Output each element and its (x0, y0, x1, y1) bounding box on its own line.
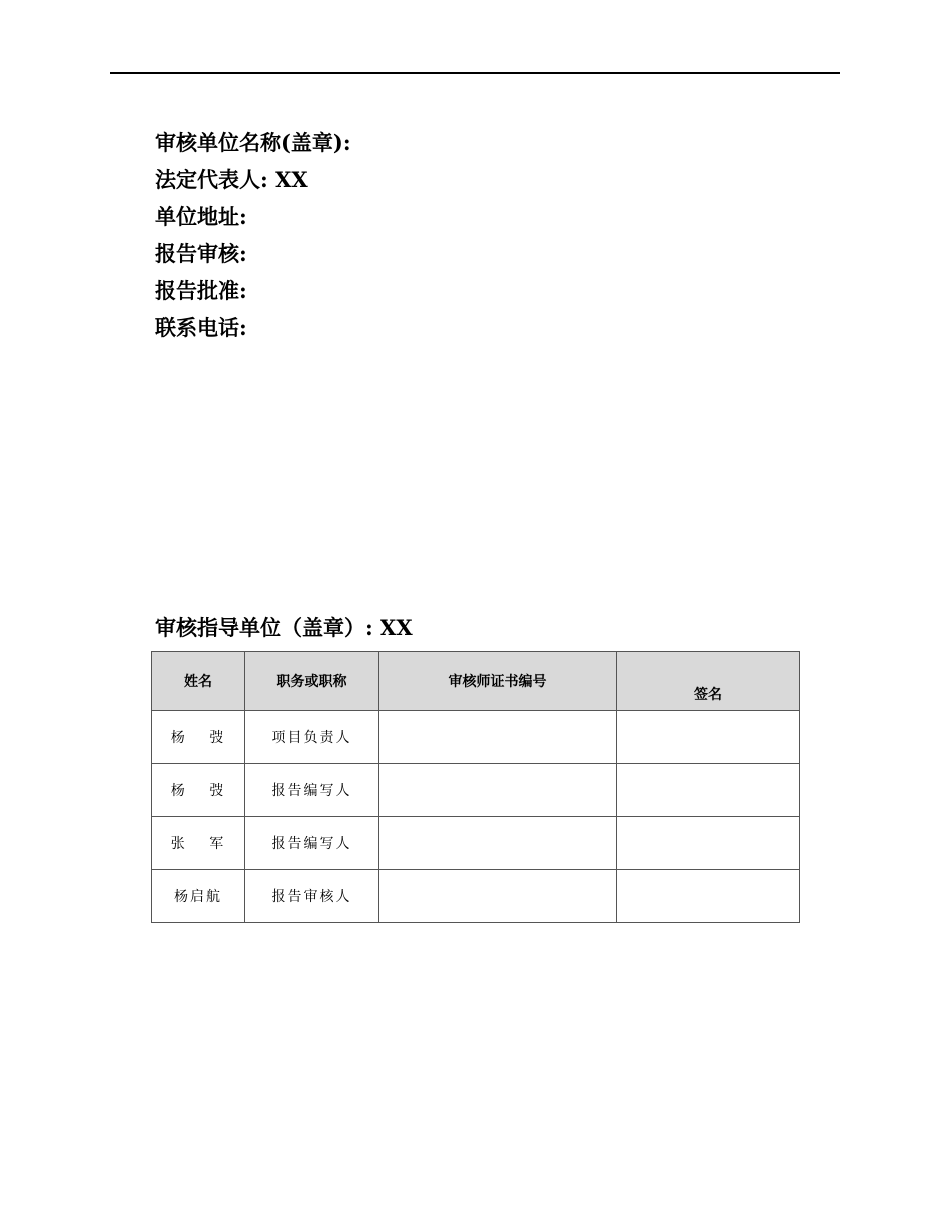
table-row (152, 870, 800, 923)
cell-signature (617, 870, 800, 923)
cell-cert (379, 711, 617, 764)
header-cert-number: 审核师证书编号 (379, 652, 617, 711)
header-signature: 签名 (617, 652, 800, 711)
cell-signature (617, 764, 800, 817)
cell-signature (617, 817, 800, 870)
unit-address-label: 单位地址: (155, 204, 247, 229)
report-approval-label: 报告批准: (155, 278, 247, 303)
header-rule (110, 72, 840, 74)
report-review-label: 报告审核: (155, 241, 247, 266)
cell-cert (379, 817, 617, 870)
cell-cert (379, 870, 617, 923)
cell-name: 张 军 (152, 817, 245, 870)
table-row (152, 764, 800, 817)
table-row (152, 817, 800, 870)
header-name: 姓名 (152, 652, 245, 711)
cell-name: 杨启航 (152, 870, 245, 923)
legal-representative-label: 法定代表人: XX (155, 167, 308, 192)
guidance-unit-title: 审核指导单位（盖章）: XX (155, 615, 413, 640)
cell-role: 报告审核人 (245, 870, 379, 923)
auditor-table (151, 651, 800, 923)
table-header-row (152, 652, 800, 711)
cell-role: 项目负责人 (245, 711, 379, 764)
contact-phone-label: 联系电话: (155, 315, 247, 340)
cell-role: 报告编写人 (245, 764, 379, 817)
cell-name: 杨 弢 (152, 764, 245, 817)
cell-name: 杨 弢 (152, 711, 245, 764)
audit-unit-info (155, 124, 351, 346)
audit-unit-name-label: 审核单位名称(盖章): (155, 130, 351, 155)
cell-signature (617, 711, 800, 764)
cell-role: 报告编写人 (245, 817, 379, 870)
table-row (152, 711, 800, 764)
header-title: 职务或职称 (245, 652, 379, 711)
cell-cert (379, 764, 617, 817)
